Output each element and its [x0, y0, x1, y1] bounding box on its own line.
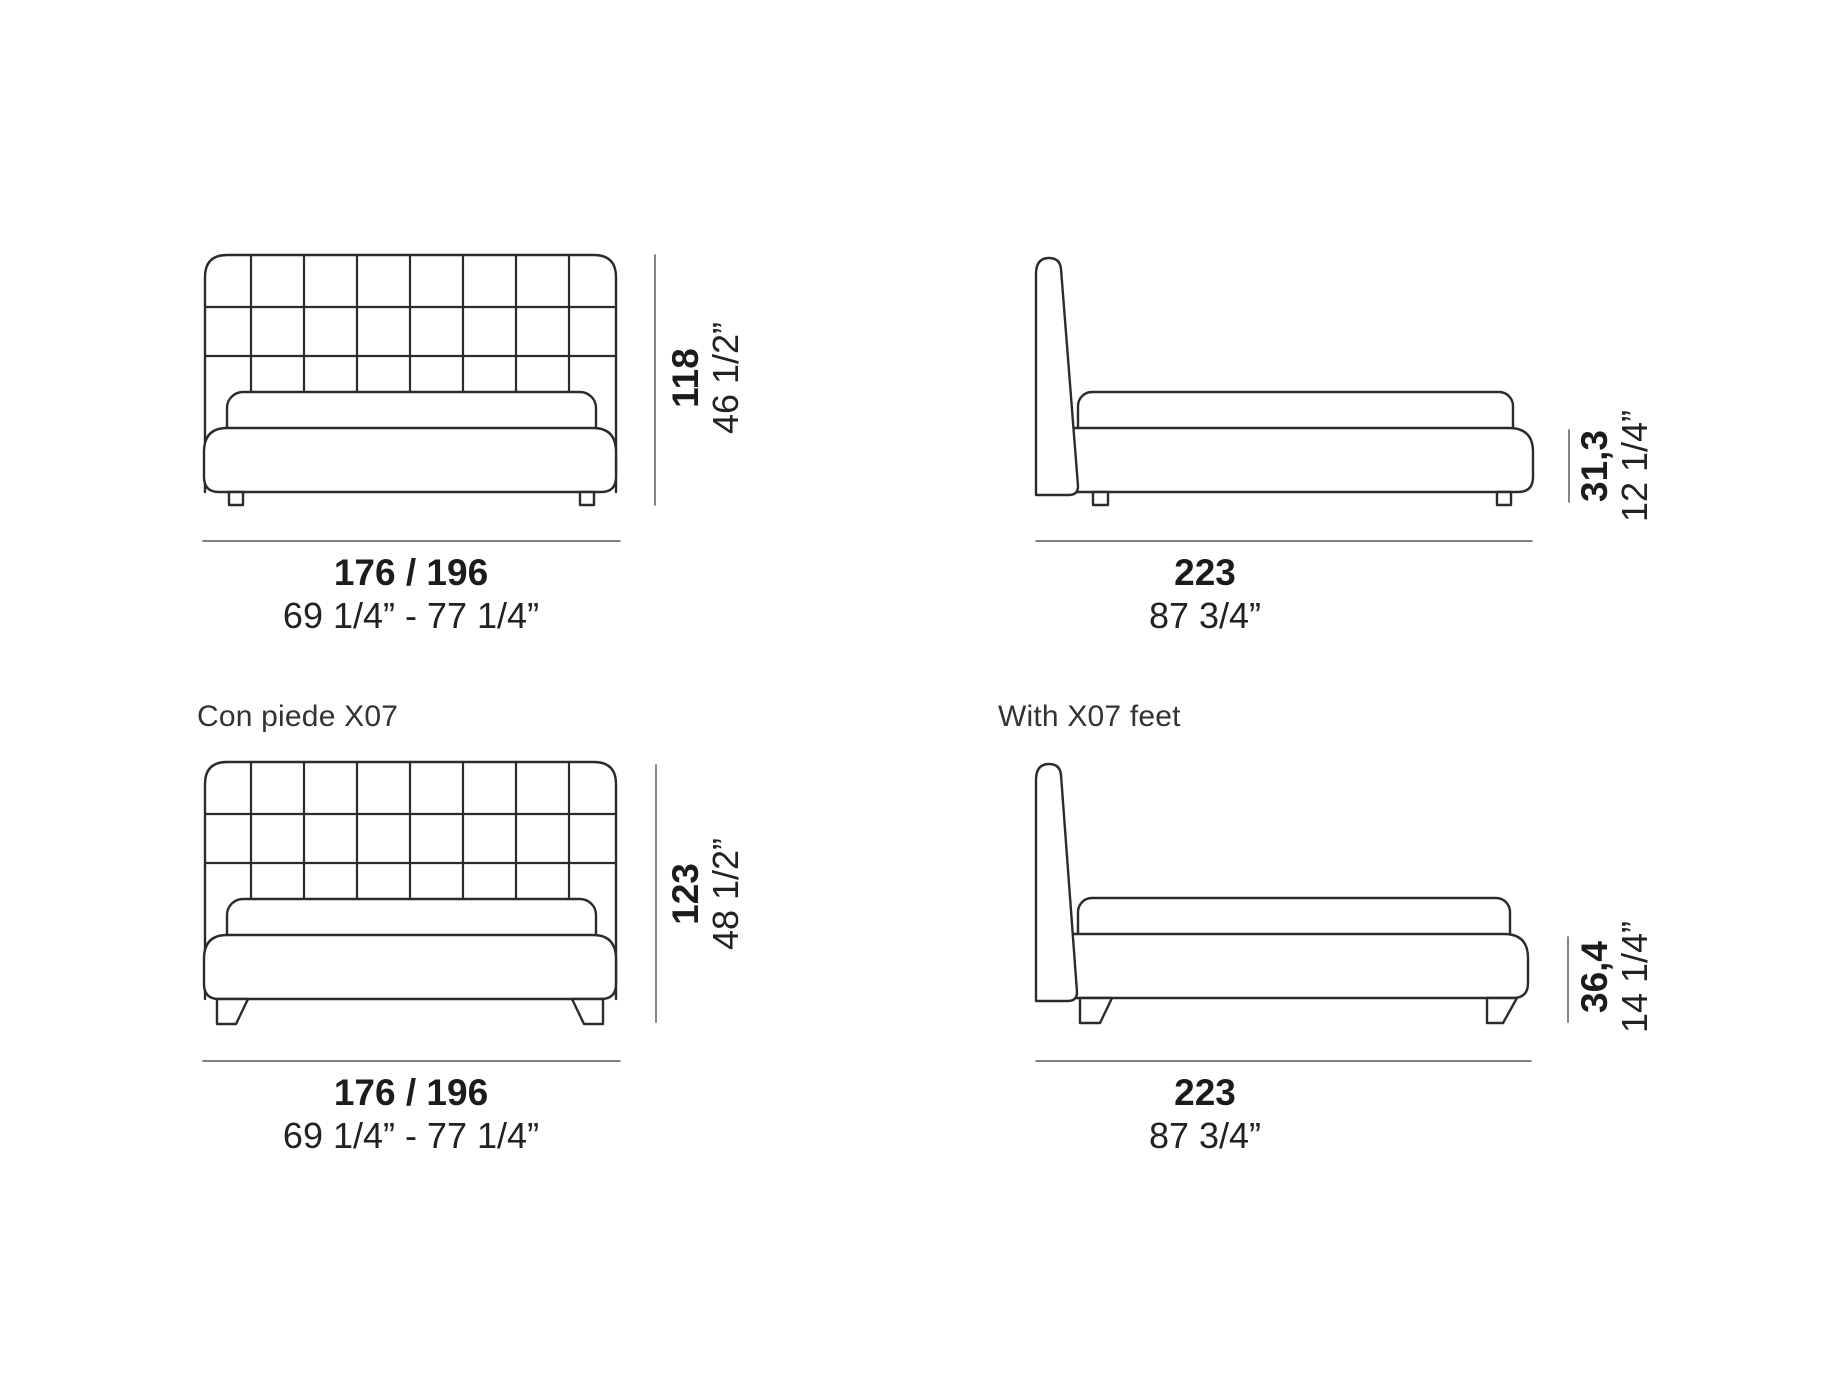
front-view-x07: [203, 762, 656, 1061]
headboard-side-profile: [1036, 258, 1078, 495]
bed-base: [204, 428, 616, 492]
depth-cm-value: 223: [1174, 1072, 1236, 1113]
base-height-inch-value: 12 1/4”: [1614, 409, 1655, 523]
height-inch-value: 46 1/2”: [705, 321, 746, 435]
bed-base: [1060, 934, 1528, 998]
headboard-side-profile: [1036, 764, 1077, 1001]
height-cm-value: 123: [665, 863, 706, 925]
side-standard-base-height-label: [1575, 410, 1655, 522]
width-inch-value: 69 1/4” - 77 1/4”: [282, 595, 540, 636]
section-title-con-piede-x07: Con piede X07: [197, 700, 399, 733]
side-x07-depth-label: [1149, 1071, 1261, 1157]
bed-base: [1060, 428, 1533, 492]
side-view-x07: [1036, 764, 1568, 1061]
front-standard-height-label: [666, 322, 746, 434]
section-title-with-x07-feet: With X07 feet: [998, 700, 1181, 733]
width-cm-value: 176 / 196: [333, 1072, 489, 1113]
front-x07-width-label: [283, 1071, 539, 1157]
height-cm-value: 118: [665, 348, 706, 408]
height-inch-value: 48 1/2”: [705, 837, 746, 951]
depth-inch-value: 87 3/4”: [1148, 595, 1262, 636]
bed-foot-right: [580, 492, 594, 505]
width-inch-value: 69 1/4” - 77 1/4”: [282, 1115, 540, 1156]
base-height-cm-value: 31,3: [1574, 429, 1615, 503]
front-view-standard: [203, 255, 655, 541]
x07-foot-left: [217, 999, 248, 1024]
base-height-cm-value: 36,4: [1574, 940, 1615, 1014]
bed-foot-rear: [1497, 492, 1511, 505]
x07-foot-right: [572, 999, 603, 1024]
side-x07-base-height-label: [1575, 921, 1655, 1033]
width-cm-value: 176 / 196: [333, 552, 489, 593]
bed-foot-left: [229, 492, 243, 505]
x07-foot-front: [1080, 998, 1112, 1023]
front-standard-width-label: [283, 551, 539, 637]
side-standard-depth-label: [1149, 551, 1261, 637]
bed-foot-front: [1093, 492, 1108, 505]
x07-foot-rear: [1487, 998, 1517, 1023]
depth-inch-value: 87 3/4”: [1148, 1115, 1262, 1156]
depth-cm-value: 223: [1174, 552, 1236, 593]
base-height-inch-value: 14 1/4”: [1614, 920, 1655, 1034]
front-x07-height-label: [666, 838, 746, 950]
side-view-standard: [1036, 258, 1569, 541]
bed-base: [204, 935, 616, 999]
